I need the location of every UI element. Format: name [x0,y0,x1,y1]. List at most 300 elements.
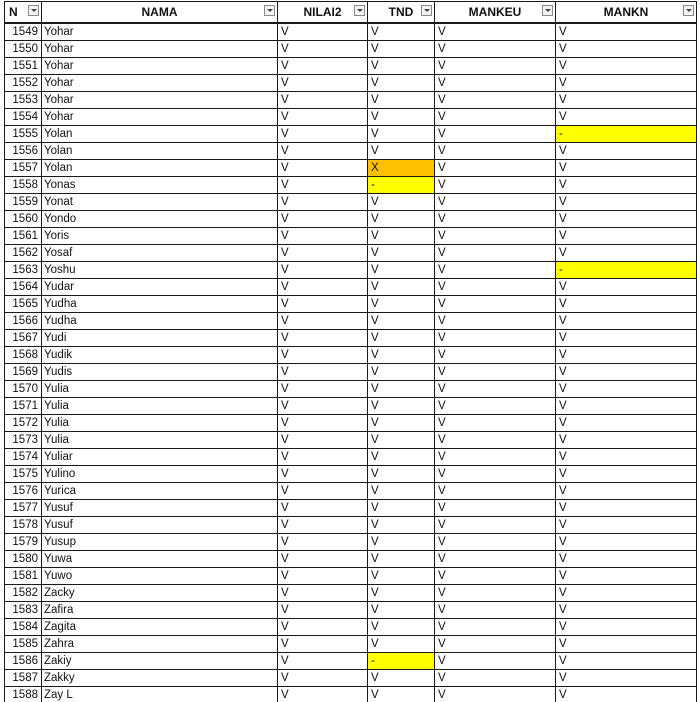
cell-nilai2[interactable] [278,23,368,41]
cell-no[interactable] [5,381,42,398]
cell-mankeu[interactable] [435,653,556,670]
cell-nama[interactable] [42,143,278,160]
cell-no[interactable] [5,466,42,483]
cell-no[interactable] [5,347,42,364]
cell-no[interactable] [5,194,42,211]
cell-mankeu[interactable] [435,670,556,687]
cell-mankn[interactable] [556,160,697,177]
cell-mankeu-text: V [438,366,446,378]
cell-nama[interactable] [42,160,278,177]
cell-tnd-text: X [371,162,379,174]
cell-tnd[interactable] [368,415,435,432]
cell-mankn[interactable] [556,41,697,58]
cell-no[interactable] [5,364,42,381]
cell-mankn[interactable] [556,228,697,245]
cell-no[interactable] [5,568,42,585]
cell-mankeu-text: V [438,349,446,361]
cell-no-text: 1558 [12,179,38,191]
cell-nilai2-text: V [281,519,289,531]
column-header-no[interactable] [5,2,42,24]
cell-mankn[interactable] [556,364,697,381]
cell-mankn[interactable] [556,177,697,194]
cell-mankeu[interactable] [435,619,556,636]
cell-nama[interactable] [42,449,278,466]
cell-tnd[interactable] [368,92,435,109]
cell-mankeu[interactable] [435,585,556,602]
cell-mankeu[interactable] [435,347,556,364]
cell-no[interactable] [5,551,42,568]
cell-nama[interactable] [42,109,278,126]
cell-mankn[interactable] [556,619,697,636]
cell-mankeu[interactable] [435,279,556,296]
cell-no[interactable] [5,143,42,160]
cell-no-text: 1549 [12,26,38,38]
cell-no-text: 1581 [12,570,38,582]
cell-nama[interactable] [42,194,278,211]
cell-nilai2[interactable] [278,517,368,534]
cell-mankeu[interactable] [435,177,556,194]
column-header-tnd[interactable] [368,2,435,24]
cell-mankeu[interactable] [435,398,556,415]
cell-mankeu[interactable] [435,160,556,177]
cell-mankn[interactable] [556,194,697,211]
cell-nilai2[interactable] [278,58,368,75]
cell-mankn[interactable] [556,23,697,41]
cell-mankn[interactable] [556,143,697,160]
cell-mankn-text: V [559,179,567,191]
cell-no[interactable] [5,41,42,58]
cell-no[interactable] [5,228,42,245]
cell-tnd[interactable] [368,228,435,245]
cell-mankeu[interactable] [435,432,556,449]
cell-mankn[interactable] [556,347,697,364]
cell-no[interactable] [5,449,42,466]
cell-mankn[interactable] [556,415,697,432]
table-row [5,109,697,126]
cell-nama[interactable] [42,23,278,41]
cell-nama[interactable] [42,126,278,143]
cell-tnd[interactable] [368,500,435,517]
cell-tnd[interactable] [368,211,435,228]
cell-tnd[interactable] [368,381,435,398]
cell-tnd-text: V [371,281,379,293]
cell-mankn[interactable] [556,262,697,279]
cell-mankeu[interactable] [435,636,556,653]
cell-nama[interactable] [42,279,278,296]
cell-nilai2[interactable] [278,466,368,483]
cell-nilai2[interactable] [278,296,368,313]
cell-nama[interactable] [42,551,278,568]
cell-tnd-text: V [371,468,379,480]
cell-mankn[interactable] [556,58,697,75]
cell-nilai2[interactable] [278,568,368,585]
cell-tnd[interactable] [368,262,435,279]
cell-tnd-text: V [371,298,379,310]
cell-tnd[interactable] [368,279,435,296]
cell-nama[interactable] [42,500,278,517]
cell-mankn-text: V [559,451,567,463]
cell-mankeu[interactable] [435,313,556,330]
cell-no[interactable] [5,602,42,619]
filter-dropdown-icon[interactable] [421,5,432,16]
cell-mankn[interactable] [556,602,697,619]
cell-tnd[interactable] [368,653,435,670]
cell-mankn[interactable] [556,109,697,126]
table-row [5,466,697,483]
cell-nilai2[interactable] [278,41,368,58]
cell-mankn-text: V [559,536,567,548]
cell-no[interactable] [5,109,42,126]
cell-nilai2-text: V [281,621,289,633]
cell-tnd[interactable] [368,432,435,449]
cell-mankeu-text: V [438,434,446,446]
cell-no[interactable] [5,636,42,653]
cell-mankeu-text: V [438,196,446,208]
cell-nilai2[interactable] [278,313,368,330]
filter-dropdown-icon[interactable] [264,5,275,16]
cell-no[interactable] [5,432,42,449]
cell-no[interactable] [5,330,42,347]
cell-nama[interactable] [42,177,278,194]
cell-no[interactable] [5,313,42,330]
cell-nama[interactable] [42,568,278,585]
cell-nama[interactable] [42,296,278,313]
cell-no[interactable] [5,58,42,75]
filter-dropdown-icon[interactable] [683,5,694,16]
cell-no[interactable] [5,23,42,41]
filter-dropdown-icon[interactable] [354,5,365,16]
cell-nilai2[interactable] [278,143,368,160]
cell-nama[interactable] [42,211,278,228]
cell-no[interactable] [5,279,42,296]
cell-mankn[interactable] [556,687,697,702]
cell-no[interactable] [5,126,42,143]
cell-tnd[interactable] [368,568,435,585]
cell-mankn[interactable] [556,517,697,534]
cell-nama[interactable] [42,602,278,619]
cell-tnd[interactable] [368,23,435,41]
cell-nama[interactable] [42,330,278,347]
cell-mankeu[interactable] [435,517,556,534]
cell-nama[interactable] [42,636,278,653]
cell-tnd[interactable] [368,585,435,602]
cell-mankeu-text: V [438,587,446,599]
cell-nama-text: Yohar [44,60,74,72]
cell-mankeu-text: V [438,264,446,276]
cell-tnd[interactable] [368,58,435,75]
cell-no[interactable] [5,534,42,551]
cell-mankn[interactable] [556,126,697,143]
cell-nama-text: Yosaf [44,247,73,259]
column-header-nilai2[interactable] [278,2,368,24]
column-header-mankn[interactable] [556,2,697,24]
cell-nilai2[interactable] [278,602,368,619]
cell-mankeu[interactable] [435,296,556,313]
cell-nilai2[interactable] [278,619,368,636]
cell-tnd[interactable] [368,41,435,58]
cell-nilai2[interactable] [278,483,368,500]
cell-nama-text: Zafira [44,604,74,616]
cell-tnd[interactable] [368,398,435,415]
cell-tnd[interactable] [368,109,435,126]
cell-mankn[interactable] [556,483,697,500]
cell-nilai2[interactable] [278,449,368,466]
cell-no[interactable] [5,296,42,313]
cell-nilai2-text: V [281,570,289,582]
cell-mankeu[interactable] [435,568,556,585]
cell-mankn-text: V [559,111,567,123]
cell-mankn[interactable] [556,551,697,568]
cell-mankn[interactable] [556,211,697,228]
cell-mankeu[interactable] [435,23,556,41]
cell-nilai2[interactable] [278,687,368,702]
cell-nilai2[interactable] [278,347,368,364]
cell-mankn-text: V [559,383,567,395]
cell-mankeu-text: V [438,536,446,548]
cell-mankn[interactable] [556,449,697,466]
cell-mankn-text: V [559,400,567,412]
cell-nilai2[interactable] [278,398,368,415]
cell-nilai2[interactable] [278,126,368,143]
cell-nilai2[interactable] [278,670,368,687]
cell-mankeu[interactable] [435,75,556,92]
cell-no-text: 1582 [12,587,38,599]
cell-mankeu[interactable] [435,364,556,381]
cell-no[interactable] [5,245,42,262]
filter-dropdown-icon[interactable] [28,5,39,16]
cell-nilai2[interactable] [278,75,368,92]
cell-mankeu-text: V [438,689,446,701]
column-header-mankeu[interactable] [435,2,556,24]
cell-nilai2[interactable] [278,245,368,262]
cell-tnd[interactable] [368,670,435,687]
cell-nilai2[interactable] [278,636,368,653]
cell-mankeu[interactable] [435,330,556,347]
table-row [5,126,697,143]
cell-tnd[interactable] [368,347,435,364]
cell-nama[interactable] [42,245,278,262]
cell-nama[interactable] [42,687,278,702]
cell-mankn[interactable] [556,500,697,517]
cell-tnd[interactable] [368,330,435,347]
cell-no[interactable] [5,687,42,702]
cell-nama[interactable] [42,381,278,398]
cell-tnd[interactable] [368,534,435,551]
cell-mankeu[interactable] [435,92,556,109]
cell-nilai2[interactable] [278,415,368,432]
cell-nilai2[interactable] [278,109,368,126]
cell-no[interactable] [5,670,42,687]
cell-mankn[interactable] [556,330,697,347]
cell-nama[interactable] [42,347,278,364]
cell-nilai2[interactable] [278,211,368,228]
cell-nama[interactable] [42,262,278,279]
cell-nama[interactable] [42,41,278,58]
cell-nama-text: Yohar [44,26,74,38]
cell-nama[interactable] [42,517,278,534]
cell-no[interactable] [5,398,42,415]
cell-no[interactable] [5,619,42,636]
cell-mankn[interactable] [556,313,697,330]
cell-mankeu[interactable] [435,211,556,228]
cell-no[interactable] [5,262,42,279]
cell-mankn[interactable] [556,670,697,687]
cell-mankn[interactable] [556,398,697,415]
cell-mankeu[interactable] [435,126,556,143]
cell-mankeu[interactable] [435,500,556,517]
cell-nilai2[interactable] [278,92,368,109]
cell-mankn[interactable] [556,653,697,670]
column-header-nama[interactable] [42,2,278,24]
cell-mankeu[interactable] [435,483,556,500]
cell-tnd[interactable] [368,177,435,194]
cell-mankeu[interactable] [435,466,556,483]
cell-mankn[interactable] [556,92,697,109]
cell-mankeu[interactable] [435,602,556,619]
cell-nama[interactable] [42,92,278,109]
cell-nilai2[interactable] [278,228,368,245]
cell-nama[interactable] [42,534,278,551]
cell-nilai2[interactable] [278,330,368,347]
cell-nilai2[interactable] [278,262,368,279]
cell-mankn[interactable] [556,296,697,313]
cell-mankeu[interactable] [435,245,556,262]
cell-nilai2[interactable] [278,500,368,517]
cell-nama[interactable] [42,619,278,636]
cell-mankeu[interactable] [435,449,556,466]
cell-nama[interactable] [42,75,278,92]
cell-nama[interactable] [42,670,278,687]
cell-no-text: 1567 [12,332,38,344]
table-row [5,143,697,160]
cell-mankn[interactable] [556,279,697,296]
cell-mankeu[interactable] [435,58,556,75]
cell-no[interactable] [5,75,42,92]
cell-mankeu[interactable] [435,381,556,398]
cell-mankeu[interactable] [435,415,556,432]
cell-nama[interactable] [42,466,278,483]
cell-nama[interactable] [42,398,278,415]
cell-tnd[interactable] [368,517,435,534]
cell-no[interactable] [5,483,42,500]
cell-mankn[interactable] [556,636,697,653]
cell-no[interactable] [5,653,42,670]
cell-mankeu-text: V [438,298,446,310]
cell-tnd[interactable] [368,194,435,211]
cell-nilai2[interactable] [278,160,368,177]
cell-mankeu[interactable] [435,41,556,58]
cell-nilai2-text: V [281,604,289,616]
cell-nilai2[interactable] [278,432,368,449]
cell-nilai2[interactable] [278,653,368,670]
cell-no[interactable] [5,517,42,534]
cell-nilai2[interactable] [278,585,368,602]
cell-mankeu[interactable] [435,143,556,160]
cell-nilai2[interactable] [278,177,368,194]
cell-nilai2-text: V [281,536,289,548]
cell-tnd[interactable] [368,75,435,92]
cell-no-text: 1588 [12,689,38,701]
cell-tnd[interactable] [368,466,435,483]
cell-nama-text: Yolan [44,162,73,174]
cell-mankeu[interactable] [435,534,556,551]
cell-no[interactable] [5,211,42,228]
cell-mankn[interactable] [556,245,697,262]
cell-mankn[interactable] [556,534,697,551]
cell-tnd[interactable] [368,551,435,568]
cell-nama-text: Yoshu [44,264,76,276]
cell-mankeu[interactable] [435,109,556,126]
cell-mankn[interactable] [556,466,697,483]
filter-dropdown-icon[interactable] [542,5,553,16]
cell-tnd[interactable] [368,602,435,619]
cell-nilai2[interactable] [278,381,368,398]
cell-mankn[interactable] [556,432,697,449]
cell-mankn[interactable] [556,381,697,398]
cell-tnd[interactable] [368,296,435,313]
cell-nama[interactable] [42,483,278,500]
cell-no[interactable] [5,92,42,109]
cell-nama[interactable] [42,58,278,75]
cell-nama[interactable] [42,228,278,245]
cell-no-text: 1571 [12,400,38,412]
cell-mankn[interactable] [556,585,697,602]
cell-tnd[interactable] [368,126,435,143]
cell-no[interactable] [5,177,42,194]
cell-no[interactable] [5,415,42,432]
cell-mankeu[interactable] [435,228,556,245]
cell-tnd[interactable] [368,636,435,653]
cell-mankn-text: V [559,417,567,429]
cell-nilai2[interactable] [278,364,368,381]
cell-no[interactable] [5,160,42,177]
cell-nama-text: Zay L [44,689,73,701]
cell-mankn[interactable] [556,568,697,585]
cell-no[interactable] [5,585,42,602]
cell-nama[interactable] [42,313,278,330]
cell-mankeu[interactable] [435,194,556,211]
cell-tnd[interactable] [368,483,435,500]
cell-nama[interactable] [42,364,278,381]
cell-nama[interactable] [42,415,278,432]
cell-nilai2[interactable] [278,194,368,211]
cell-nilai2[interactable] [278,279,368,296]
cell-tnd[interactable] [368,245,435,262]
cell-nama[interactable] [42,653,278,670]
cell-nilai2[interactable] [278,551,368,568]
cell-tnd[interactable] [368,313,435,330]
cell-tnd[interactable] [368,619,435,636]
cell-tnd[interactable] [368,364,435,381]
cell-nilai2[interactable] [278,534,368,551]
cell-tnd[interactable] [368,449,435,466]
cell-nilai2-text: V [281,43,289,55]
cell-nilai2-text: V [281,94,289,106]
cell-nilai2-text: V [281,349,289,361]
cell-mankeu[interactable] [435,551,556,568]
cell-tnd[interactable] [368,687,435,702]
cell-nama[interactable] [42,585,278,602]
cell-mankn-text: V [559,621,567,633]
cell-mankeu[interactable] [435,262,556,279]
header-label-nilai2: NILAI2 [303,5,342,19]
cell-tnd[interactable] [368,160,435,177]
cell-no[interactable] [5,500,42,517]
cell-mankn[interactable] [556,75,697,92]
cell-tnd[interactable] [368,143,435,160]
cell-mankeu[interactable] [435,687,556,702]
cell-nama[interactable] [42,432,278,449]
